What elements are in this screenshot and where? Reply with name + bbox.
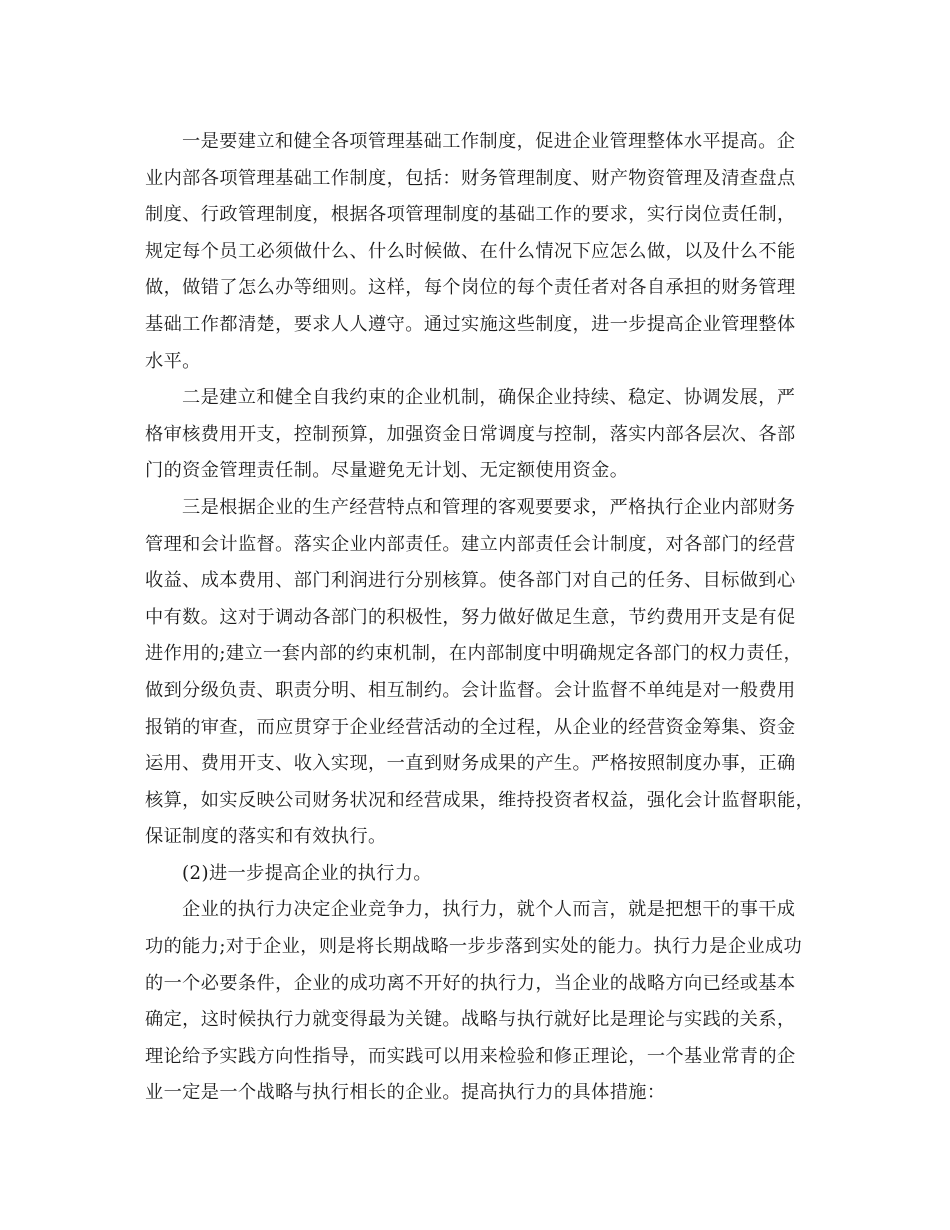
text-line: (2)进一步提高企业的执行力。 — [182, 862, 433, 884]
text-line: 管理和会计监督。落实企业内部责任。建立内部责任会计制度，对各部门的经营 — [145, 533, 796, 555]
text-line: 业内部各项管理基础工作制度，包括：财务管理制度、财产物资管理及清查盘点 — [145, 167, 796, 189]
text-line: 做到分级负责、职责分明、相互制约。会计监督。会计监督不单纯是对一般费用 — [145, 679, 796, 701]
text-line: 格审核费用开支，控制预算，加强资金日常调度与控制，落实内部各层次、各部 — [145, 423, 796, 445]
text-line: 企业的执行力决定企业竞争力，执行力，就个人而言，就是把想干的事干成 — [182, 899, 796, 921]
text-line: 门的资金管理责任制。尽量避免无计划、无定额使用资金。 — [145, 460, 629, 482]
text-line: 运用、费用开支、收入实现，一直到财务成果的产生。严格按照制度办事，正确 — [145, 753, 796, 775]
text-line: 二是建立和健全自我约束的企业机制，确保企业持续、稳定、协调发展，严 — [182, 387, 796, 409]
text-line: 制度、行政管理制度，根据各项管理制度的基础工作的要求，实行岗位责任制， — [145, 204, 796, 226]
text-line: 功的能力;对于企业，则是将长期战略一步步落到实处的能力。执行力是企业成功 — [145, 936, 803, 958]
text-line: 确定，这时候执行力就变得最为关键。战略与执行就好比是理论与实践的关系， — [145, 1009, 796, 1031]
text-line: 中有数。这对于调动各部门的积极性，努力做好做足生意，节约费用开支是有促 — [145, 606, 796, 628]
text-line: 的一个必要条件，企业的成功离不开好的执行力，当企业的战略方向已经或基本 — [145, 972, 796, 994]
text-line: 保证制度的落实和有效执行。 — [145, 826, 387, 848]
text-line: 规定每个员工必须做什么、什么时候做、在什么情况下应怎么做，以及什么不能 — [145, 240, 796, 262]
text-line: 报销的审查，而应贯穿于企业经营活动的全过程，从企业的经营资金筹集、资金 — [145, 716, 796, 738]
text-line: 做，做错了怎么办等细则。这样，每个岗位的每个责任者对各自承担的财务管理 — [145, 277, 796, 299]
text-line: 业一定是一个战略与执行相长的企业。提高执行力的具体措施： — [145, 1082, 666, 1104]
text-line: 核算，如实反映公司财务状况和经营成果，维持投资者权益，强化会计监督职能， — [145, 789, 815, 811]
document-body — [145, 124, 815, 1112]
text-line: 三是根据企业的生产经营特点和管理的客观要要求，严格执行企业内部财务 — [182, 496, 796, 518]
text-line: 基础工作都清楚，要求人人遵守。通过实施这些制度，进一步提高企业管理整体 — [145, 313, 796, 335]
text-line: 一是要建立和健全各项管理基础工作制度，促进企业管理整体水平提高。企 — [182, 131, 796, 152]
text-line: 进作用的;建立一套内部的约束机制，在内部制度中明确规定各部门的权力责任， — [145, 643, 803, 665]
text-line: 理论给予实践方向性指导，而实践可以用来检验和修正理论，一个基业常青的企 — [145, 1045, 796, 1067]
paragraph-2 — [145, 380, 807, 490]
paragraph-1 — [145, 124, 807, 380]
paragraph-3 — [145, 490, 815, 856]
paragraph-5 — [145, 892, 807, 1112]
text-line: 收益、成本费用、部门利润进行分别核算。使各部门对自己的任务、目标做到心 — [145, 570, 796, 592]
text-line: 水平。 — [145, 350, 201, 372]
paragraph-4-heading — [145, 856, 807, 893]
